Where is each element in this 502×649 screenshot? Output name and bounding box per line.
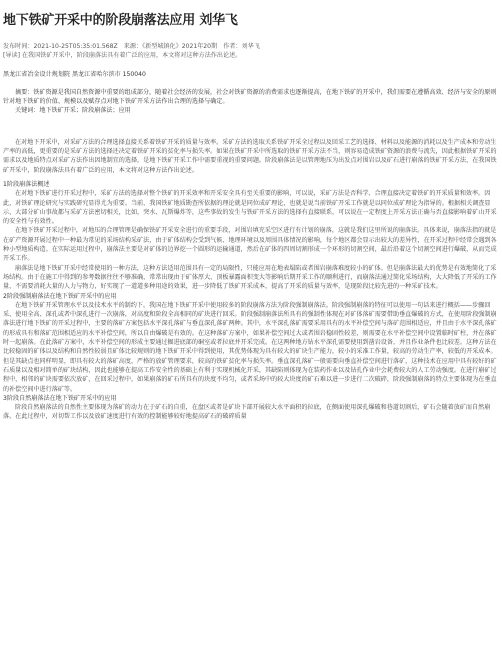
body-paragraph: 崩落法是地下铁矿开采中经常使用的一种方法，这种方法适用范围具有一定的局限性，只能应用在地表塌陷或者围岩崩落难度较小的矿体。但是崩落法最大的优势是有效地简化了采场结构。由于在施工中得到的参考数据往往不够准确，常常出现由于矿体厚大、顶板暴露面积变大等影响后期开采工作的顺利进行，而崩落法通过简化采场结构，大大降低了开采的工作量，不需要消耗大量的人力与物力，好实现了一道道多种用途的效果，进一步降低了铁矿开采成本，提高了开采的质量与效率，是现阶段比较先进的一种采矿技术。 <box>3 264 497 291</box>
abstract-paragraph: 摘要：铁矿资源是我国自然资源中重要的组成部分，随着社会经济的发展，社会对铁矿资源的消费需求也逐渐提高，在地下铁矿的开采中，我们需要在遵循高效、经济与安全的原则针对地下铁矿的价值、规模以及赋存点对地下铁矿开采方法作出合理的选择与确定。 <box>3 88 497 106</box>
publish-meta: 发布时间：2021-10-25T05:35:01.568Z 来源：《新型城镇化》2021年20期 作者：刘华飞 <box>3 43 260 50</box>
body-paragraph-intro: 在对地下开采中，对采矿方法的合理选择直接关系着铁矿开采的质量与效率。采矿方法的选取关系铁矿开采全过程以及回采工艺的选择、材料以及能源的消耗以及生产成本和劳动生产率的高低，更重要的是采矿方法的选择还决定着铁矿开采的贫化率与损失率。如果在铁矿开采中所选取的铁矿开采方法不当，则容易造成铁矿资源的浪费与流失，因此根据铁矿开采的需求以及地质特点对采矿方法作出因地制宜的选择，是地下铁矿开采工作中需要重视的重要问题。阶段崩落法是以管理地压为出发点对围岩以及矿石进行崩落的铁矿开采方法，在我国铁矿开采中，阶段崩落法具有着广泛的应用，本文将对这种方法作出论述。 <box>3 138 497 174</box>
author-affiliation: 黑龙江省冶金设计规划院 黑龙江省哈尔滨市 150040 <box>3 70 146 78</box>
article-title: 地下铁矿开采中的阶段崩落法应用 刘华飞 <box>3 13 238 28</box>
body-paragraph: 阶段自然崩落法的自然性主要体现为落矿的动力在于矿石的自重，在盘区或者是矿块下部开展较大水平面积的拉底，在侧面使用深孔爆破和巷道切割后，矿石会随着放矿而自然崩落。在此过程中，对切帮工作以及放矿速度进行有效的控制能够较好地提高矿石的破碎质量 <box>3 404 491 421</box>
body-paragraph: 在地下铁矿开采过程中，对地压的合理管理是确保铁矿开采安全进行的重要手段，对围岩填充采空区进行有计划的崩落，这就是我们这里所说的崩落法。具体来说，崩落法指的就是在矿产资源开展过程中一种最为常见的采场结构采矿法，由于矿体结构会受到气候、地理环境以及周围具体情况的影响，每个地区都会显示出较大的差异性，在开采过程中经常会遇到各种小型地质构造。在实际运用过程中，崩落法主要是对矿体的边界挖一个圆形的运输通道，然后在矿体的四周切割形成一个环形的切割空间，最后沿着这个切割空间进行爆破，从而完成开采工作。 <box>3 227 497 263</box>
section-heading-2: 2阶段强制崩落法在地下铁矿开采中的应用 <box>3 292 117 300</box>
article-intro: [导读] 在我国铁矿开采中，阶段崩落法具有着广泛的应用，本文将对这种方法作出论述。 <box>3 52 242 60</box>
body-paragraph: 在对地下铁矿进行开采过程中，采矿方法的选择对整个铁矿的开采效率和开采安全具有至关重要的影响，可以说，采矿方法是否科学、合理直接决定着铁矿的开采质量和效率。因此，对铁矿理论研究与实践研究显得尤为重要。当前，我国铁矿地质勘查所依据的理论就是同位成矿理论，也就是说当前铁矿开采工作就是以同位成矿理论为指导的。根据相关调查显示，大部分矿山事故都与采矿方法密切相关，比如，突水、瓦斯爆炸等，这些事故的发生与铁矿开采方法的选择有直接联系，可以说在一定程度上开采方法正确与否直接影响着矿山开采的安全性与有效性。 <box>3 190 497 226</box>
keywords-line: 关键词：地下铁矿开采；阶段崩落法；应用 <box>15 107 131 115</box>
body-paragraph: 在地下铁矿开采管理水平以及技术水平的制约下，我国在地下铁矿开采中使用较多的阶段崩落方法为阶段强制崩落法。阶段强制崩落的特征可以使用一句话来进行概括——步骤回采，使用全高、深孔或者中深孔进行一次崩落，对高度和阶段全高相同的矿块进行回采。阶段强制崩落法所具有的强制性体现在对矿体落矿需要借助垂直爆破的方式，在使用阶段强制崩落法进行地下铁矿的开采过程中，主要的落矿方案包括水平深孔落矿与垂直深孔落矿两种。其中，水平深孔落矿需要采用具有的水平补偿空间与落矿范围相适应，并且由于水平深孔落矿的形成具有和落矿范围相适应的水平补偿空间，所以自由爆破是有效的。在这种落矿方案中，如果补偿空间过大或者围岩稳固性较差，则需要在水平补偿空间中设置临时矿柱，并在落矿时一起崩落。在此落矿方案中，水平补偿空间的形成主要通过掘进底部的硐室或者拉底并开采完成。在这两种地方钻水平深孔需要使用到凿岩设备，并且作业条件也比较差。这种方法在比较稳固的矿体以及结构和自然性较弱且矿体比较规则的地下铁矿开采中得到使用，其优势体现为具有较大的矿块生产能力，较小的采准工作量，较高的劳动生产率，较低的开采成本。但是其缺点也同样明显，即具有较大的落矿高度，严格的放矿管理要求，较高的铁矿贫化率与损失率。垂直深孔落矿一般需要向垂直补偿空间进行落矿，这种技术在应用中具有较好的矿石质量以及相对简单的矿块结构，因此也能够在提高工作安全性的基础上有利于实现机械化开采，其缺陷则体现为在装药作业以及钻孔作业中会耗费较大的人工劳动强度。在进行崩矿过程中，相邻的矿块需要依次放矿，在回采过程中，如果崩落的矿石所具有的块度不均匀，或者采场中的较大块度的矿石难以进一步进行二次破碎，阶段强制崩落的特点主要体现为在垂直的补偿空间中进行落矿等。 <box>3 301 497 393</box>
section-heading-3: 3阶段自然崩落法在地下铁矿开采中的应用 <box>3 394 117 402</box>
section-heading-1: 1阶段崩落法概述 <box>3 180 50 188</box>
